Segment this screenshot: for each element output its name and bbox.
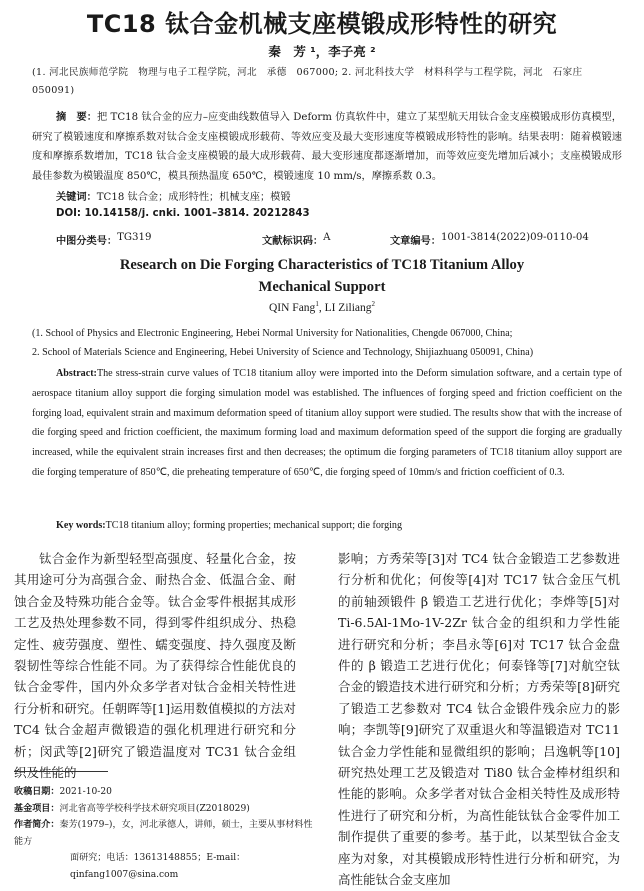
clc-label: 中图分类号： (56, 236, 118, 247)
fn-received-label: 收稿日期： (14, 787, 60, 797)
clc-code (56, 232, 152, 247)
article-number (390, 232, 589, 247)
abstract-en-text: The stress-strain curve values of TC18 titanium alloy were imported into the Deform simulation software, and a certain type of aerospace titanium alloy support die forging simulation model was established. The influences of forging speed and friction coefficient on the forging load, equivalent strain and maximum deformation speed of titanium alloy support were studied. The results show that with the increase of die forging speed and friction coefficient, the maximum forming load and maximum deformation speed of the support die forging are gradually increased, while the equivalent strain increases first and then decreases; the optimum die forging parameters of TC18 titanium alloy support are die forging temperature of 850℃, die preheating temperature of 650℃, die forging speed of 10mm/s and friction coefficient of 0.3. (32, 368, 622, 478)
footnote-received (14, 784, 314, 801)
abstract-en-label: Abstract: (56, 368, 97, 379)
keywords-cn (56, 188, 291, 203)
keywords-en (56, 520, 402, 531)
affiliation-cn: (1. 河北民族师范学院 物理与电子工程学院，河北 承德 067000; 2. 河北科技大学 材料科学与工程学院，河北 石家庄 050091) (32, 67, 593, 96)
fn-author-label: 作者简介： (14, 820, 60, 830)
keywords-cn-text: TC18 钛合金；成形特性；机械支座；模锻 (96, 192, 291, 203)
keywords-en-text: TC18 titanium alloy; forming properties; mechanical support; die forging (105, 520, 403, 531)
affiliation-en (32, 324, 622, 362)
fn-author-value-1: 秦芳(1979–)，女，河北承德人，讲师，硕士，主要从事材料性能方 (14, 820, 313, 847)
fn-received-value: 2021-10-20 (59, 787, 112, 797)
paper-title-cn: TC18 钛合金机械支座模锻成形特性的研究 (86, 10, 558, 38)
fn-fund-value: 河北省高等学校科学技术研究项目(Z2018029) (59, 803, 250, 814)
abstract-cn (32, 108, 622, 186)
doc-code-label: 文献标识码： (262, 236, 324, 247)
body-right-part1: 影响；方秀荣等[3]对 TC4 钛合金锻造工艺参数进行分析和优化；何俊等[4]对 TC17 钛合金压气机的前轴颈锻件 β 锻造工艺进行优化；李烨等[5]对 Ti-6.5Al-1Mo-1V-2Zr 钛合金的组织和力学性能进行研究和分析；李昌永等[6]对 TC17 钛合金盘件的 β 锻造工艺进行优化；何泰锋等[7]对航空钛合金的锻造技术进行研究和分析；方秀荣等[8]研究了锻造工艺参数对 TC4 钛合金锻件残余应力的影响；李凯等[9]研究了双重退火和等温锻造对 TC11 钛合金力学性能和显微组织的影响；吕逸帆等[10]研究热处理工艺及锻造对 Ti80 钛合金棒材组织和性能的影响。 (338, 551, 620, 802)
keywords-en-label: Key words: (56, 520, 106, 531)
footnote-divider (14, 771, 108, 772)
document-code (262, 232, 331, 247)
affiliation-en-2: 2. School of Materials Science and Engineering, Hebei University of Science and Technology, Shijiazhuang 050091, China) (32, 347, 534, 358)
footnote-author-contact: 面研究；电话：13613148855；E-mail：qinfang1007@sina.com (70, 853, 246, 880)
author-en-2: LI Ziliang (324, 301, 372, 314)
author-en-2-sup: 2 (371, 300, 376, 308)
abstract-cn-text: 把 TC18 钛合金的应力–应变曲线数值导入 Deform 仿真软件中，建立了某型航天用钛合金支座模锻成形仿真模型，研究了模锻速度和摩擦系数对钛合金支座模锻成形载荷、等效应变及最大变形速度等模锻成形特性的影响。结果表明：随着模锻速度和摩擦系数增加，TC18 钛合金支座模锻的最大成形载荷、最大变形速度都逐渐增加，而等效应变先增加后减小；支座模锻成形最佳参数为模锻温度 850℃，模具预热温度 650℃，模锻速度 10 mm/s，摩擦系数 0.3。 (32, 112, 622, 182)
authors-en: QIN Fang$^1$, LI Ziliang$^2$ (268, 300, 376, 314)
affiliation-en-1: (1. School of Physics and Electronic Engineering, Hebei Normal University for Nationalities, Chengde 067000, China; (32, 328, 513, 339)
abstract-en (32, 364, 622, 483)
title-en-line2: Mechanical Support (258, 279, 386, 295)
footnotes (14, 784, 314, 883)
author-en-1-sup: 1 (315, 300, 319, 308)
clc-value: TG319 (117, 232, 152, 243)
author-en-1: QIN Fang (268, 301, 316, 314)
footnote-author (14, 817, 314, 850)
body-right-part2: 众多学者对钛合金相关特性及成形特性进行了研究和分析，为高性能钛钛合金零件加工制作提供了重要的参考。基于此，以某型钛合金支座为对象，对其模锻成形特性进行分析和研究，为高性能钛合金支座加 (338, 786, 620, 888)
body-column-right (338, 548, 620, 891)
body-paragraph-left: 钛合金作为新型轻型高强度、轻量化合金，按其用途可分为高强合金、耐热合金、低温合金、耐蚀合金及特殊功能合金等。钛合金零件根据其成形工艺及热处理参数不同，得到零件组织成分、热稳定性、疲劳强度、塑性、蠕变强度、持久强度及断裂韧性等综合性能不同。为了获得综合性能优良的钛合金零件，国内外众多学者对钛合金相关特性进行分析和研究。任朝晖等[1]运用数值模拟的方法对 TC4 钛合金超声微锻造的强化机理进行研究和分析；闵武等[2]研究了锻造温度对 TC31 钛合金组织及性能的 (14, 551, 296, 781)
body-paragraph-right-continued (338, 548, 620, 891)
article-no-value: 1001-3814(2022)09-0110-04 (440, 232, 589, 243)
classification-row (56, 232, 622, 246)
doi: DOI: 10.14158/j. cnki. 1001–3814. 20212843 (56, 208, 310, 219)
doc-code-value: A (323, 232, 331, 243)
title-en-line1: Research on Die Forging Characteristics of TC18 Titanium Alloy (119, 257, 525, 273)
paper-title-en (0, 254, 644, 298)
authors-cn: 秦 芳 ¹，李子亮 ² (268, 44, 376, 59)
footnote-fund (14, 801, 314, 818)
fn-fund-label: 基金项目： (14, 803, 60, 814)
keywords-cn-label: 关键词： (56, 192, 97, 203)
body-column-left (14, 548, 296, 783)
abstract-cn-label: 摘 要： (56, 112, 97, 123)
article-no-label: 文章编号： (390, 236, 441, 247)
